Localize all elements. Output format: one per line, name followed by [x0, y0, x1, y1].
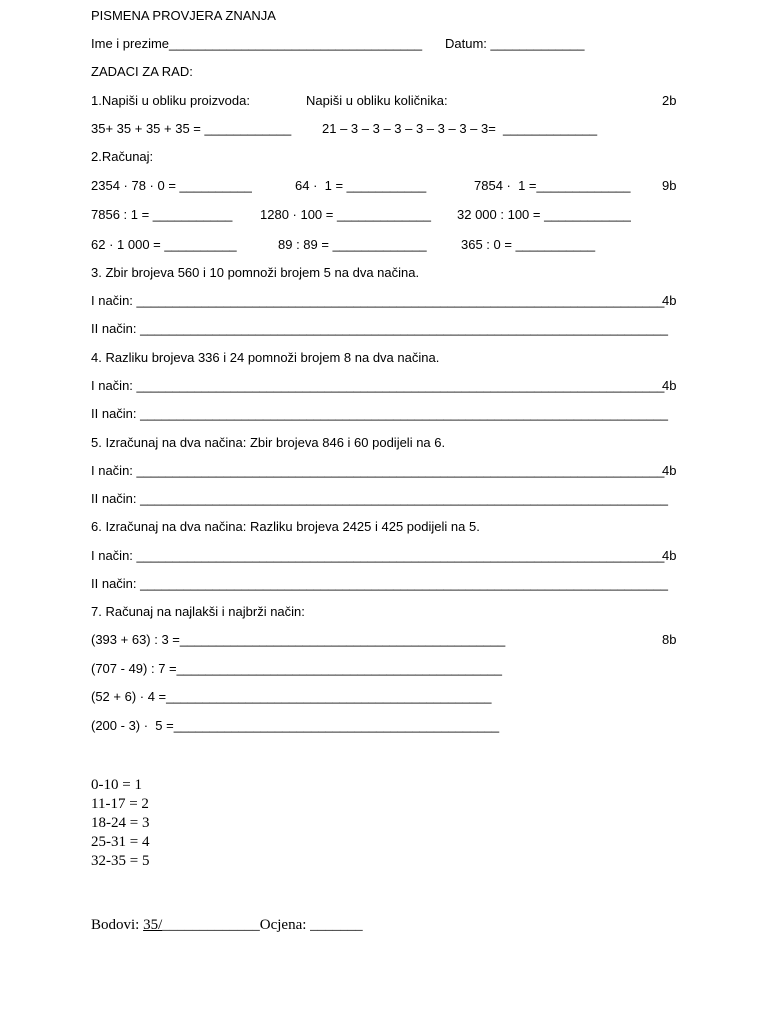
grade-scale-row: 25-31 = 4: [91, 834, 150, 850]
task2-expression: 32 000 : 100 = ____________: [457, 207, 631, 222]
score-blank: _____________: [162, 917, 260, 933]
task1-product-expression: 35+ 35 + 35 + 35 = ____________: [91, 121, 292, 136]
score-line: [91, 916, 363, 935]
worksheet-title: PISMENA PROVJERA ZNANJA: [91, 8, 276, 23]
task7-expression: (707 - 49) : 7 =_____________________________________________: [91, 661, 502, 676]
name-field-line: Ime i prezime___________________________________: [91, 36, 423, 51]
grade-scale-row: 11-17 = 2: [91, 796, 149, 812]
task4-label: 4. Razliku brojeva 336 i 24 pomnoži brojem 8 na dva načina.: [91, 350, 440, 365]
task4-method2-line: II način: _________________________________________________________________________: [91, 406, 668, 421]
task7-expression: (52 + 6) · 4 =_____________________________________________: [91, 689, 492, 704]
task6-points: 4b: [662, 548, 677, 563]
score-value: 35/: [143, 917, 163, 933]
task7-label: 7. Računaj na najlakši i najbrži način:: [91, 604, 305, 619]
task2-expression: 7854 · 1 =_____________: [474, 178, 631, 193]
task2-expression: 365 : 0 = ___________: [461, 237, 596, 252]
task4-method1-line: I način: _________________________________________________________________________: [91, 378, 665, 393]
task3-method2-line: II način: _________________________________________________________________________: [91, 321, 668, 336]
tasks-heading: ZADACI ZA RAD:: [91, 64, 193, 79]
task1-quotient-expression: 21 – 3 – 3 – 3 – 3 – 3 – 3 – 3= _____________: [322, 121, 598, 136]
task3-method1-line: I način: _________________________________________________________________________: [91, 293, 665, 308]
task1-points: 2b: [662, 93, 677, 108]
task5-method2-line: II način: _________________________________________________________________________: [91, 491, 668, 506]
grade-scale-row: 32-35 = 5: [91, 853, 150, 869]
task2-expression: 1280 · 100 = _____________: [260, 207, 431, 222]
task2-label: 2.Računaj:: [91, 149, 154, 164]
task6-method2-line: II način: _________________________________________________________________________: [91, 576, 668, 591]
task2-expression: 62 · 1 000 = __________: [91, 237, 237, 252]
grade-field: Ocjena: _______: [259, 917, 363, 933]
grade-scale-row: 0-10 = 1: [91, 777, 142, 793]
task5-label: 5. Izračunaj na dva načina: Zbir brojeva 846 i 60 podijeli na 6.: [91, 435, 446, 450]
task2-points: 9b: [662, 178, 677, 193]
task1-product-label: 1.Napiši u obliku proizvoda:: [91, 93, 250, 108]
grade-scale-row: 18-24 = 3: [91, 815, 150, 831]
task2-expression: 2354 · 78 · 0 = __________: [91, 178, 252, 193]
score-label: Bodovi:: [91, 917, 144, 933]
task6-method1-line: I način: _________________________________________________________________________: [91, 548, 665, 563]
task4-points: 4b: [662, 378, 677, 393]
task3-points: 4b: [662, 293, 677, 308]
task7-expression: (200 - 3) · 5 =_____________________________________________: [91, 718, 500, 733]
task1-quotient-label: Napiši u obliku količnika:: [306, 93, 448, 108]
task5-method1-line: I način: _________________________________________________________________________: [91, 463, 665, 478]
task6-label: 6. Izračunaj na dva načina: Razliku brojeva 2425 i 425 podijeli na 5.: [91, 519, 480, 534]
task3-label: 3. Zbir brojeva 560 i 10 pomnoži brojem 5 na dva načina.: [91, 265, 420, 280]
task5-points: 4b: [662, 463, 677, 478]
date-field-line: Datum: _____________: [445, 36, 585, 51]
task2-expression: 89 : 89 = _____________: [278, 237, 427, 252]
task2-expression: 7856 : 1 = ___________: [91, 207, 233, 222]
task7-expression: (393 + 63) : 3 =_____________________________________________: [91, 632, 506, 647]
task7-points: 8b: [662, 632, 677, 647]
task2-expression: 64 · 1 = ___________: [295, 178, 427, 193]
